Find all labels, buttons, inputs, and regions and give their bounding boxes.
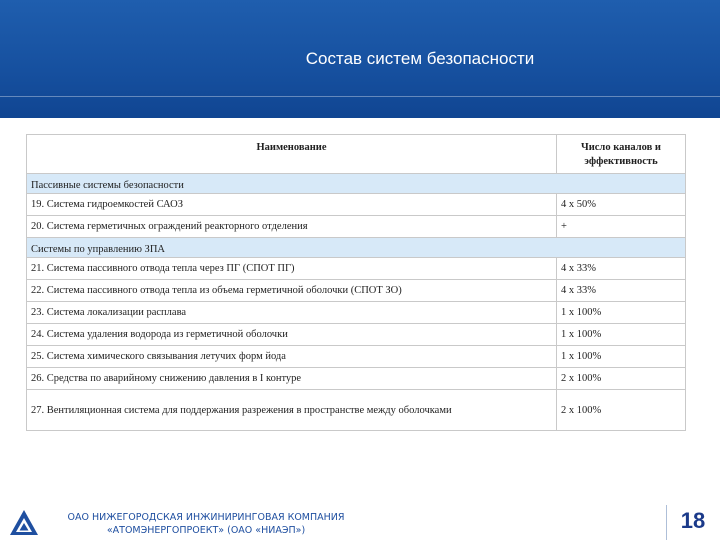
- row-name: 25. Система химического связывания летучих форм йода: [27, 346, 557, 368]
- safety-systems-table: [26, 134, 686, 431]
- row-name: 20. Система герметичных ограждений реакторного отделения: [27, 216, 557, 238]
- row-name: 22. Система пассивного отвода тепла из объема герметичной оболочки (СПОТ ЗО): [27, 280, 557, 302]
- row-value: 1 х 100%: [557, 324, 686, 346]
- table-row: [27, 368, 686, 390]
- row-value: 1 х 100%: [557, 302, 686, 324]
- row-value: 4 х 33%: [557, 258, 686, 280]
- page-number: 18: [680, 508, 706, 533]
- row-name: 23. Система локализации расплава: [27, 302, 557, 324]
- company-line-2: «АТОМЭНЕРГОПРОЕКТ» (ОАО «НИАЭП»): [106, 525, 306, 536]
- row-value: 1 х 100%: [557, 346, 686, 368]
- table-row: [27, 302, 686, 324]
- header-name: Наименование: [27, 135, 557, 174]
- header-divider: [0, 96, 720, 97]
- table-row: [27, 324, 686, 346]
- slide-title: Состав систем безопасности: [305, 49, 535, 68]
- company-name: [46, 511, 366, 537]
- table-row: [27, 216, 686, 238]
- table-row: [27, 194, 686, 216]
- table-row: [27, 280, 686, 302]
- section-row-zpa: [27, 238, 686, 258]
- row-value: 4 х 33%: [557, 280, 686, 302]
- table-header-row: [27, 135, 686, 174]
- company-line-1: ОАО НИЖЕГОРОДСКАЯ ИНЖИНИРИНГОВАЯ КОМПАНИЯ: [67, 512, 345, 523]
- section-row-passive: [27, 174, 686, 194]
- header-banner: [0, 0, 720, 118]
- header-channels: Число каналов и эффективность: [557, 135, 686, 174]
- row-value: 2 х 100%: [557, 368, 686, 390]
- table-row: [27, 346, 686, 368]
- table-row: [27, 258, 686, 280]
- row-name: 19. Система гидроемкостей САОЗ: [27, 194, 557, 216]
- row-name: 21. Система пассивного отвода тепла через ПГ (СПОТ ПГ): [27, 258, 557, 280]
- row-name: 27. Вентиляционная система для поддержания разрежения в пространстве между оболочками: [27, 390, 557, 431]
- row-value: 4 х 50%: [557, 194, 686, 216]
- section-label: Системы по управлению ЗПА: [27, 238, 686, 258]
- table-row: [27, 390, 686, 431]
- row-value: +: [557, 216, 686, 238]
- footer-divider: [666, 505, 667, 540]
- row-name: 26. Средства по аварийному снижению давления в I контуре: [27, 368, 557, 390]
- row-value: 2 х 100%: [557, 390, 686, 431]
- niaep-logo-icon: [8, 506, 40, 538]
- section-label: Пассивные системы безопасности: [27, 174, 686, 194]
- row-name: 24. Система удаления водорода из герметичной оболочки: [27, 324, 557, 346]
